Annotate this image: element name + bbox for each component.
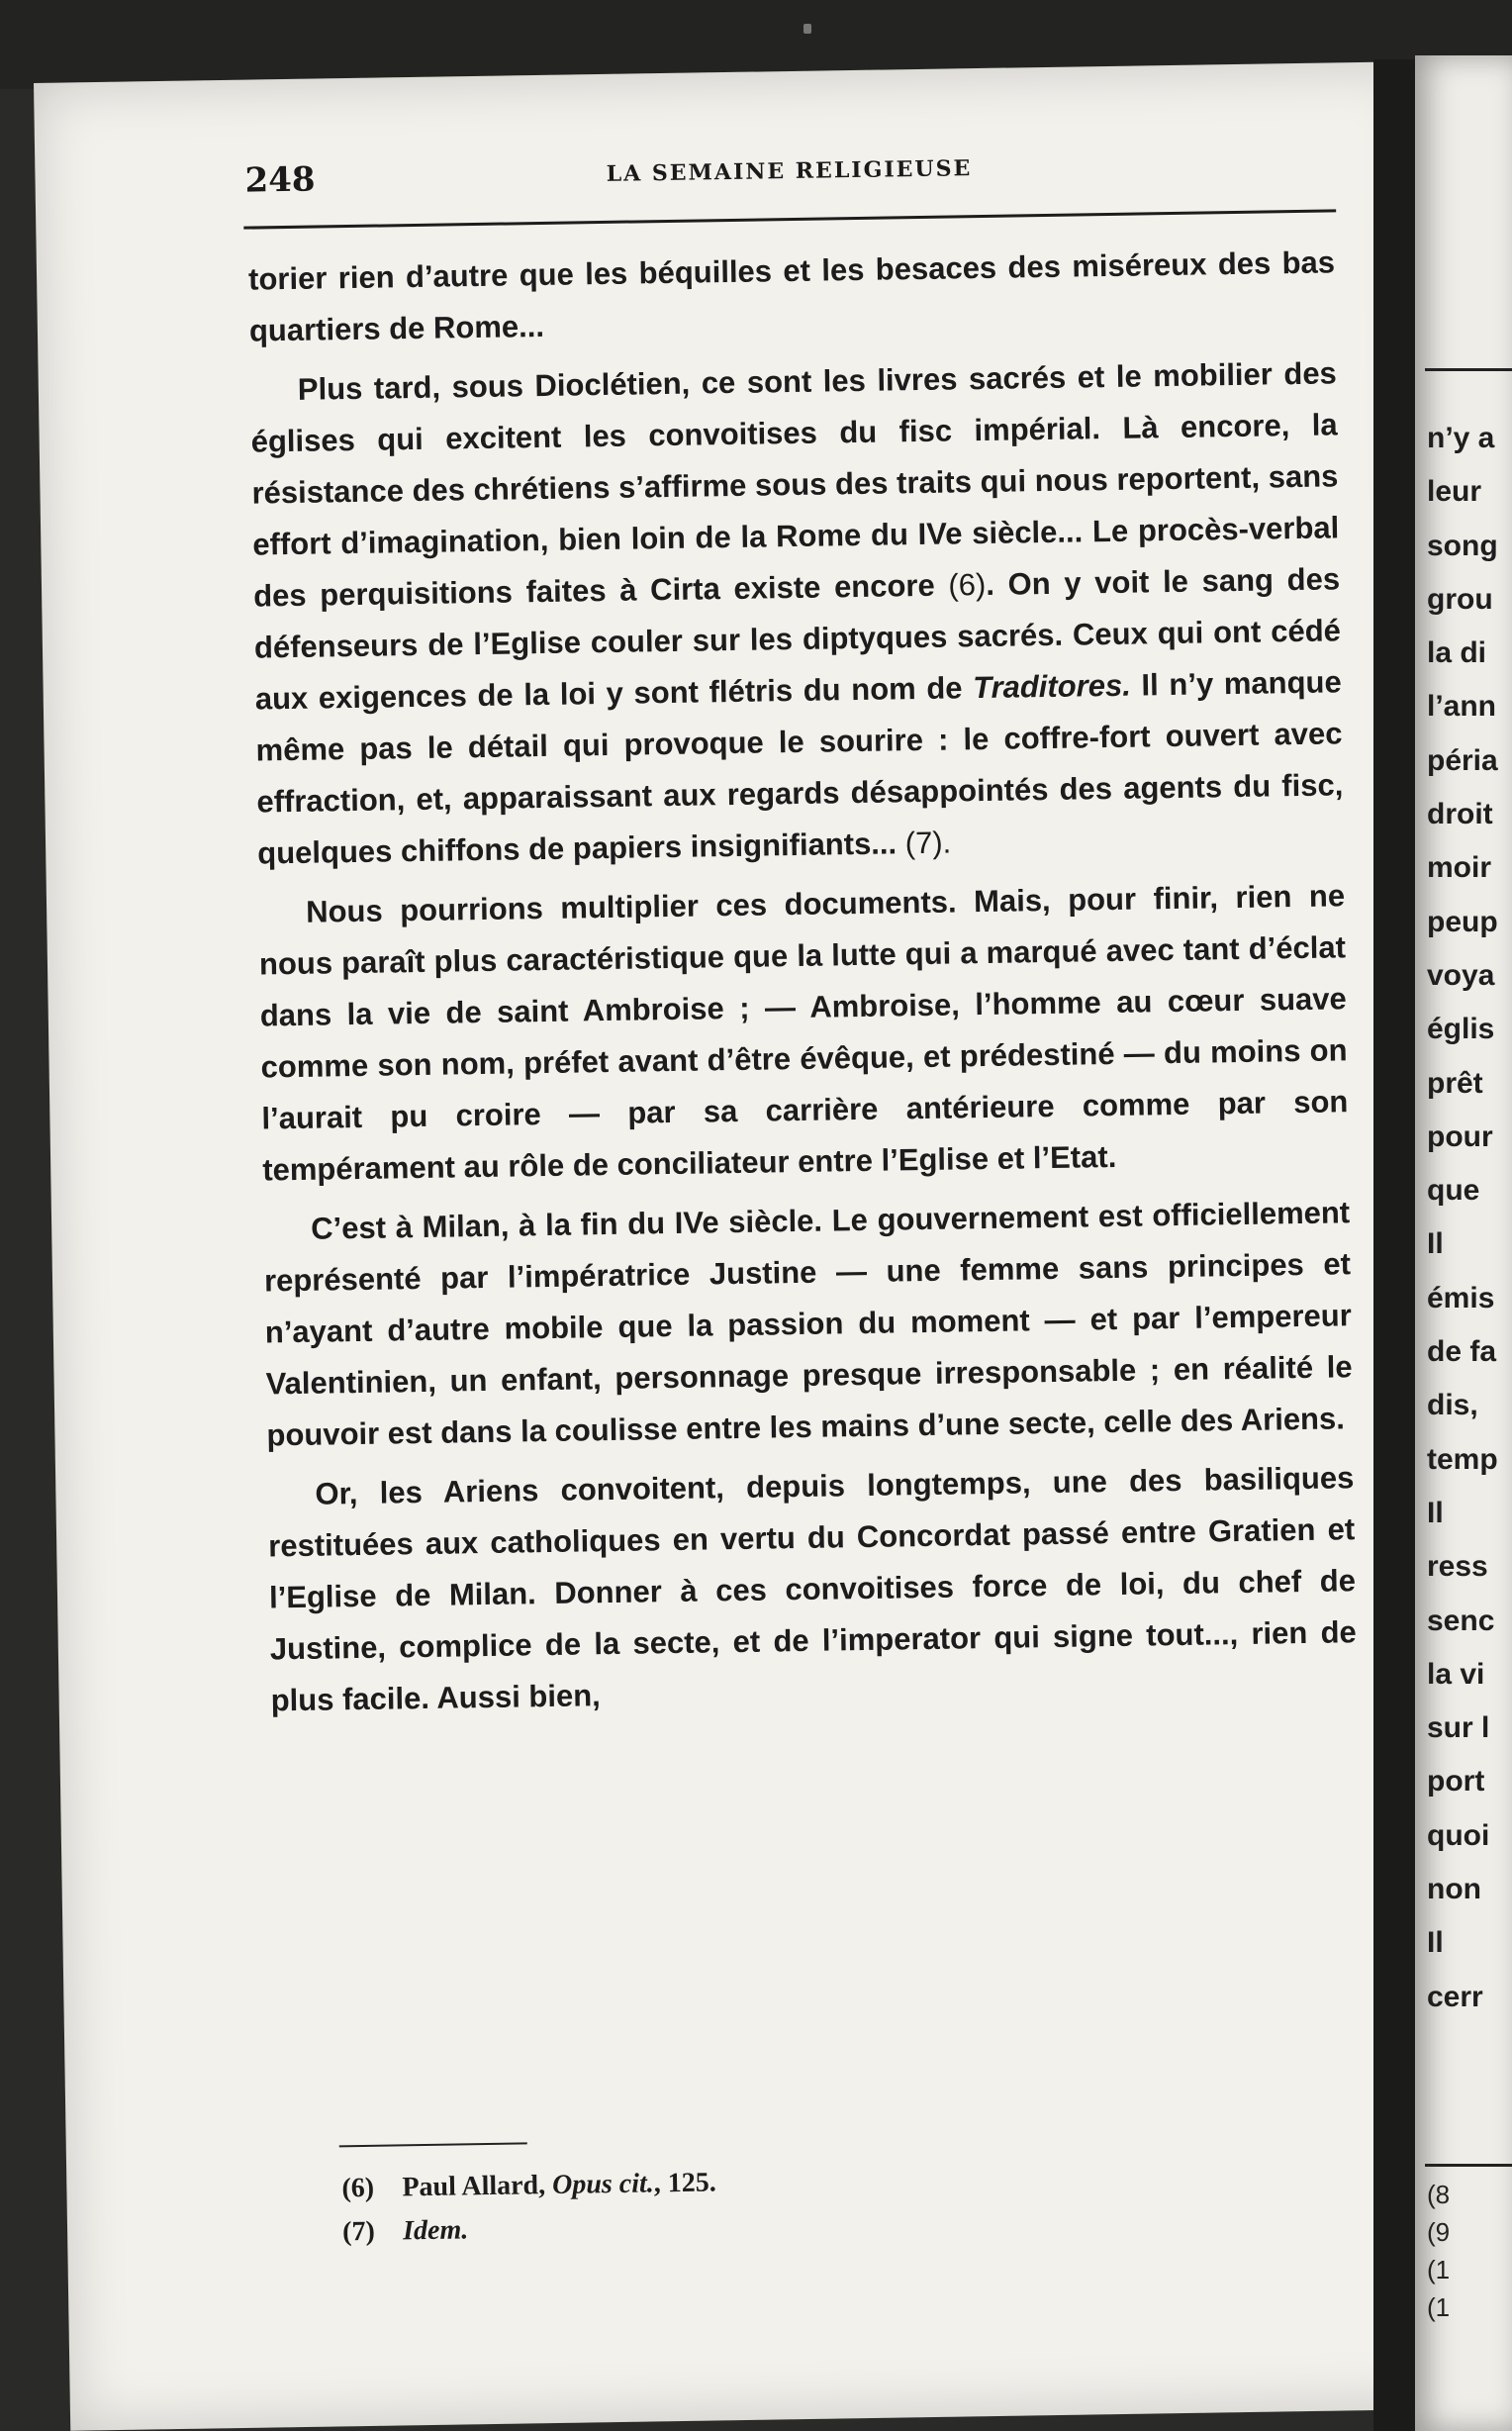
paragraph-text: torier rien d’autre que les béquilles et les besaces des miséreux des bas quartiers de Rome... <box>247 244 1336 348</box>
adjacent-line-fragment: la di <box>1427 636 1487 670</box>
adjacent-line-fragment: la vi <box>1427 1657 1485 1691</box>
adjacent-note-fragment: (8 <box>1427 2180 1451 2209</box>
paragraph-text: Plus tard, sous Dioclétien, ce sont les livres sacrés et le mobilier des églises qui excitent les convoitises du fisc impérial. Là encore, la résistance des chrétiens s’affirme sous des traits qui nous reportent, sans effort d’imagination, bien loin de la Rome du IVe siècle... Le procès-verbal des perquisitions faites à Cirta existe encore <box>250 355 1340 614</box>
paragraph-text: Nous pourrions multiplier ces documents. Mais, pour finir, rien ne nous paraît plus caractéristique que la lutte qui a marqué avec tant d’éclat dans la vie de saint Ambroise ; — Ambroise, l’homme au cœur suave comme son nom, préfet avant d’être évêque, et prédestiné — du moins on l’aurait pu croire — par sa carrière antérieure comme par son tempérament au rôle de conciliateur entre l’Eglise et l’Etat. <box>258 878 1349 1188</box>
adjacent-line-fragment: l’ann <box>1427 690 1497 724</box>
footnote-reference-7: (7). <box>904 825 952 861</box>
adjacent-page-lines <box>1427 412 1512 2024</box>
adjacent-line-fragment: églis <box>1427 1013 1495 1046</box>
adjacent-line-fragment: Il <box>1427 1496 1444 1529</box>
adjacent-note-fragment: (9 <box>1427 2217 1451 2247</box>
paragraph-text: Il n’y manque même pas le détail qui provoque le sourire : le coffre-fort ouvert avec effraction, et, apparaissant aux regards désappointés des agents du fisc, quelques chiffons de papiers insignifiants... <box>255 664 1344 871</box>
book-page <box>34 61 1456 2431</box>
header-rule <box>243 209 1336 229</box>
adjacent-line-fragment: voya <box>1427 958 1495 992</box>
footnote-mark: (6) <box>341 2172 375 2204</box>
adjacent-line-fragment: droit <box>1427 798 1493 831</box>
adjacent-line-fragment: temp <box>1427 1442 1498 1476</box>
adjacent-line-fragment: pour <box>1427 1119 1493 1153</box>
page-number: 248 <box>244 159 316 201</box>
footnote-rule <box>339 2142 527 2147</box>
footnotes <box>341 2153 1233 2254</box>
adjacent-page <box>1415 55 1512 2431</box>
adjacent-line-fragment: cerr <box>1427 1980 1483 2013</box>
adjacent-line-fragment: quoi <box>1427 1818 1490 1852</box>
paragraph-continuation <box>248 237 1336 356</box>
adjacent-line-fragment: Il <box>1427 1926 1444 1960</box>
adjacent-note-fragment: (1 <box>1427 2292 1451 2322</box>
paragraph <box>263 1187 1354 1461</box>
footnote-text: Idem. <box>402 2214 469 2247</box>
paragraph-text: . On y voit le sang des défenseurs de l’Eglise couler sur les diptyques sacrés. Ceux qui ont cédé aux exigences de la loi y sont flétris du nom de <box>253 561 1342 717</box>
adjacent-line-fragment: song <box>1427 529 1498 562</box>
adjacent-line-fragment: Il <box>1427 1227 1444 1261</box>
footnote-page: , 125. <box>653 2167 717 2199</box>
footnote-reference-6: (6) <box>948 566 987 603</box>
adjacent-line-fragment: grou <box>1427 582 1493 616</box>
paragraph <box>249 347 1344 879</box>
adjacent-line-fragment: dis, <box>1427 1389 1478 1422</box>
adjacent-line-fragment: sur l <box>1427 1711 1490 1745</box>
adjacent-line-fragment: émis <box>1427 1281 1495 1314</box>
adjacent-note-fragment: (1 <box>1427 2255 1451 2285</box>
paragraph-text: C’est à Milan, à la fin du IVe siècle. Le gouvernement est officiellement représenté par l’impératrice Justine — une femme sans principes et n’ayant d’autre mobile que la passion du moment — et par l’empereur Valentinien, un enfant, personnage presque irresponsable ; en réalité le pouvoir est dans la coulisse entre les mains d’une secte, celle des Ariens. <box>263 1195 1353 1453</box>
footnote-author: Paul Allard, <box>402 2170 546 2203</box>
adjacent-line-fragment: non <box>1427 1873 1481 1906</box>
ink-speck <box>803 24 811 34</box>
adjacent-line-fragment: que <box>1427 1174 1480 1208</box>
italic-term: Traditores. <box>972 667 1132 706</box>
paragraph-text: Or, les Ariens convoitent, depuis longtemps, une des basiliques restituées aux catholiques en vertu du Concordat passé entre Gratien et l’Eglise de Milan. Donner à ces convoitises force de loi, du chef de Justine, complice de la secte, et de l’imperator qui signe tout..., rien de plus facile. Aussi bien, <box>267 1460 1358 1718</box>
running-head: LA SEMAINE RELIGIEUSE <box>606 155 973 187</box>
book-gutter <box>1373 59 1415 2431</box>
body-text <box>248 237 1358 1726</box>
adjacent-line-fragment: prêt <box>1427 1066 1483 1100</box>
paragraph <box>258 870 1350 1196</box>
adjacent-line-fragment: port <box>1427 1765 1485 1799</box>
adjacent-page-rule <box>1425 368 1512 371</box>
adjacent-line-fragment: senc <box>1427 1604 1495 1637</box>
adjacent-line-fragment: moir <box>1427 851 1492 885</box>
page-header <box>244 144 1334 210</box>
adjacent-page-notes-rule <box>1425 2164 1512 2167</box>
footnote-work: Opus cit. <box>551 2168 655 2201</box>
adjacent-line-fragment: leur <box>1427 475 1482 509</box>
adjacent-line-fragment: n’y a <box>1427 422 1495 454</box>
paragraph <box>267 1452 1358 1726</box>
adjacent-line-fragment: peup <box>1427 905 1498 938</box>
adjacent-line-fragment: ress <box>1427 1550 1488 1584</box>
adjacent-page-notes <box>1427 2176 1512 2326</box>
footnote-mark: (7) <box>341 2215 376 2248</box>
adjacent-line-fragment: de fa <box>1427 1335 1497 1369</box>
adjacent-line-fragment: péria <box>1427 743 1498 777</box>
